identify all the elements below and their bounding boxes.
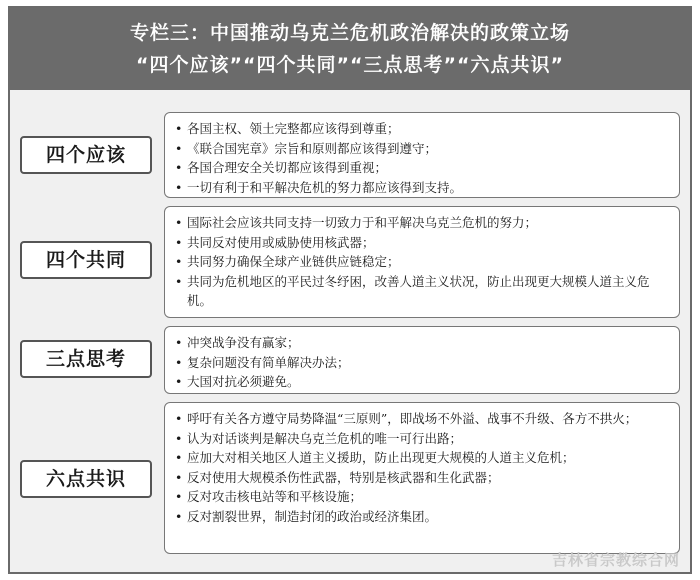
section-label-four-commons: 四个共同	[20, 241, 152, 279]
list-item: • 各国合理安全关切都应该得到重视；	[175, 158, 669, 178]
list-item: • 冲突战争没有赢家；	[175, 333, 669, 353]
section-box-four-shoulds	[164, 112, 680, 198]
list-item: • 复杂问题没有简单解决办法；	[175, 353, 669, 373]
section-box-three-thoughts	[164, 326, 680, 394]
list-item: • 共同为危机地区的平民过冬纾困，改善人道主义状况，防止出现更大规模人道主义危机。	[175, 272, 669, 311]
list-item: • 国际社会应该共同支持一切致力于和平解决乌克兰危机的努力；	[175, 213, 669, 233]
list-item: • 应加大对相关地区人道主义援助，防止出现更大规模的人道主义危机；	[175, 448, 669, 468]
column-header	[10, 8, 690, 90]
watermark: 吉林省宗教综合网	[551, 551, 680, 569]
policy-column-frame	[8, 6, 692, 574]
list-item: • 呼吁有关各方遵守局势降温“三原则”，即战场不外溢、战事不升级、各方不拱火；	[175, 409, 669, 429]
column-subtitle: “四个应该”“四个共同”“三点思考”“六点共识”	[136, 54, 564, 76]
section-box-four-commons	[164, 206, 680, 318]
section-label-four-shoulds: 四个应该	[20, 136, 152, 174]
section-box-six-consensus	[164, 402, 680, 554]
section-label-three-thoughts: 三点思考	[20, 340, 152, 378]
list-item: • 反对攻击核电站等和平核设施；	[175, 487, 669, 507]
list-item: • 共同努力确保全球产业链供应链稳定；	[175, 252, 669, 272]
column-title: 专栏三：中国推动乌克兰危机政治解决的政策立场	[129, 22, 570, 44]
list-item: • 各国主权、领土完整都应该得到尊重；	[175, 119, 669, 139]
list-item: • 反对割裂世界，制造封闭的政治或经济集团。	[175, 507, 669, 527]
list-item: • 共同反对使用或威胁使用核武器；	[175, 233, 669, 253]
column-body	[10, 90, 690, 572]
list-item: • 《联合国宪章》宗旨和原则都应该得到遵守；	[175, 139, 669, 159]
list-item: • 认为对话谈判是解决乌克兰危机的唯一可行出路；	[175, 429, 669, 449]
list-item: • 反对使用大规模杀伤性武器，特别是核武器和生化武器；	[175, 468, 669, 488]
list-item: • 一切有利于和平解决危机的努力都应该得到支持。	[175, 178, 669, 198]
section-label-six-consensus: 六点共识	[20, 460, 152, 498]
list-item: • 大国对抗必须避免。	[175, 372, 669, 392]
